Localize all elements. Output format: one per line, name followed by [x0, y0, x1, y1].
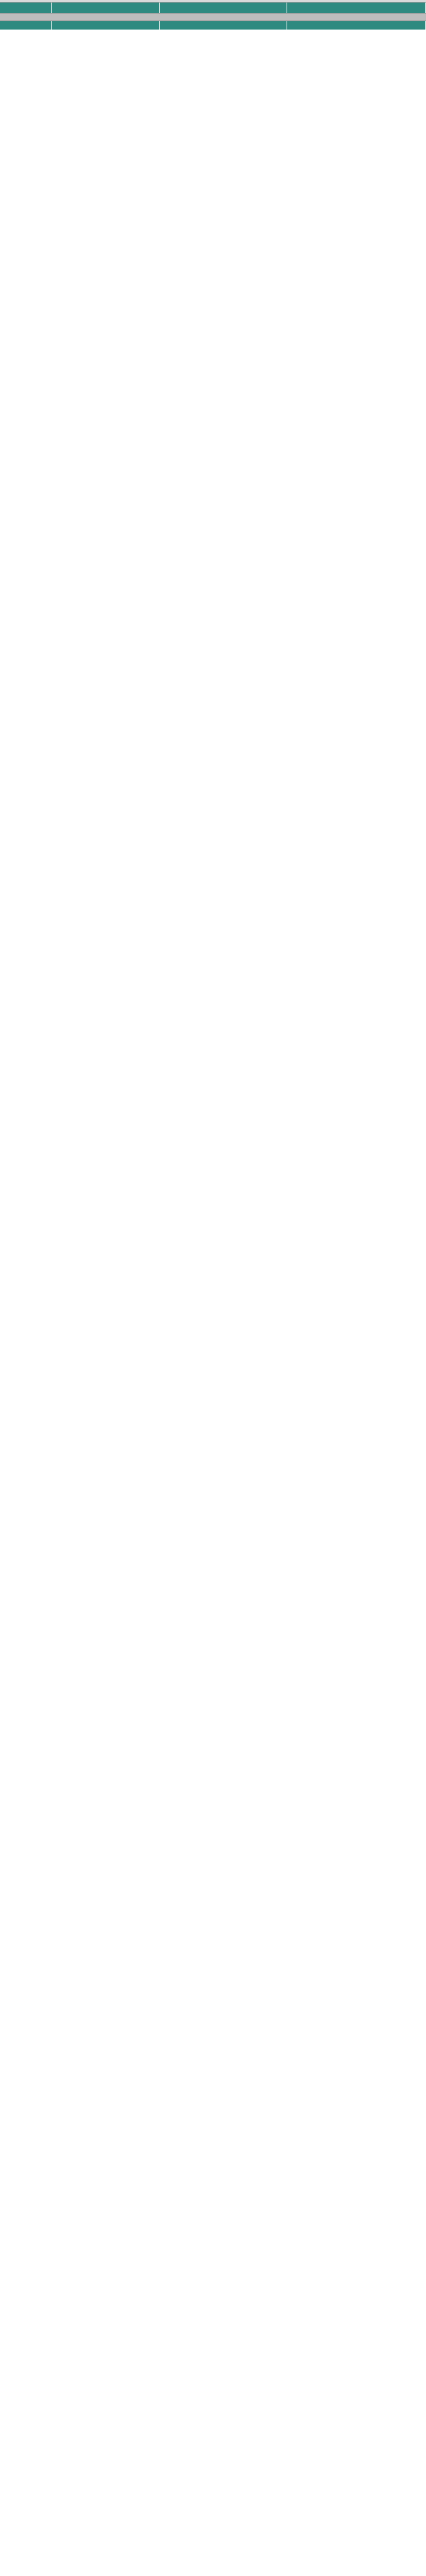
section2-header-ceic	[0, 21, 52, 30]
section2-header-rnec	[160, 21, 287, 30]
section2-header-protocol	[52, 21, 160, 30]
header-estado	[287, 3, 426, 13]
page	[0, 0, 426, 30]
section2-header	[0, 21, 426, 30]
section-label	[0, 13, 426, 21]
header-protocol	[52, 3, 160, 13]
table-header	[0, 3, 426, 13]
header-ceic	[0, 3, 52, 13]
header-rnec	[160, 3, 287, 13]
section2-header-estado	[287, 21, 426, 30]
